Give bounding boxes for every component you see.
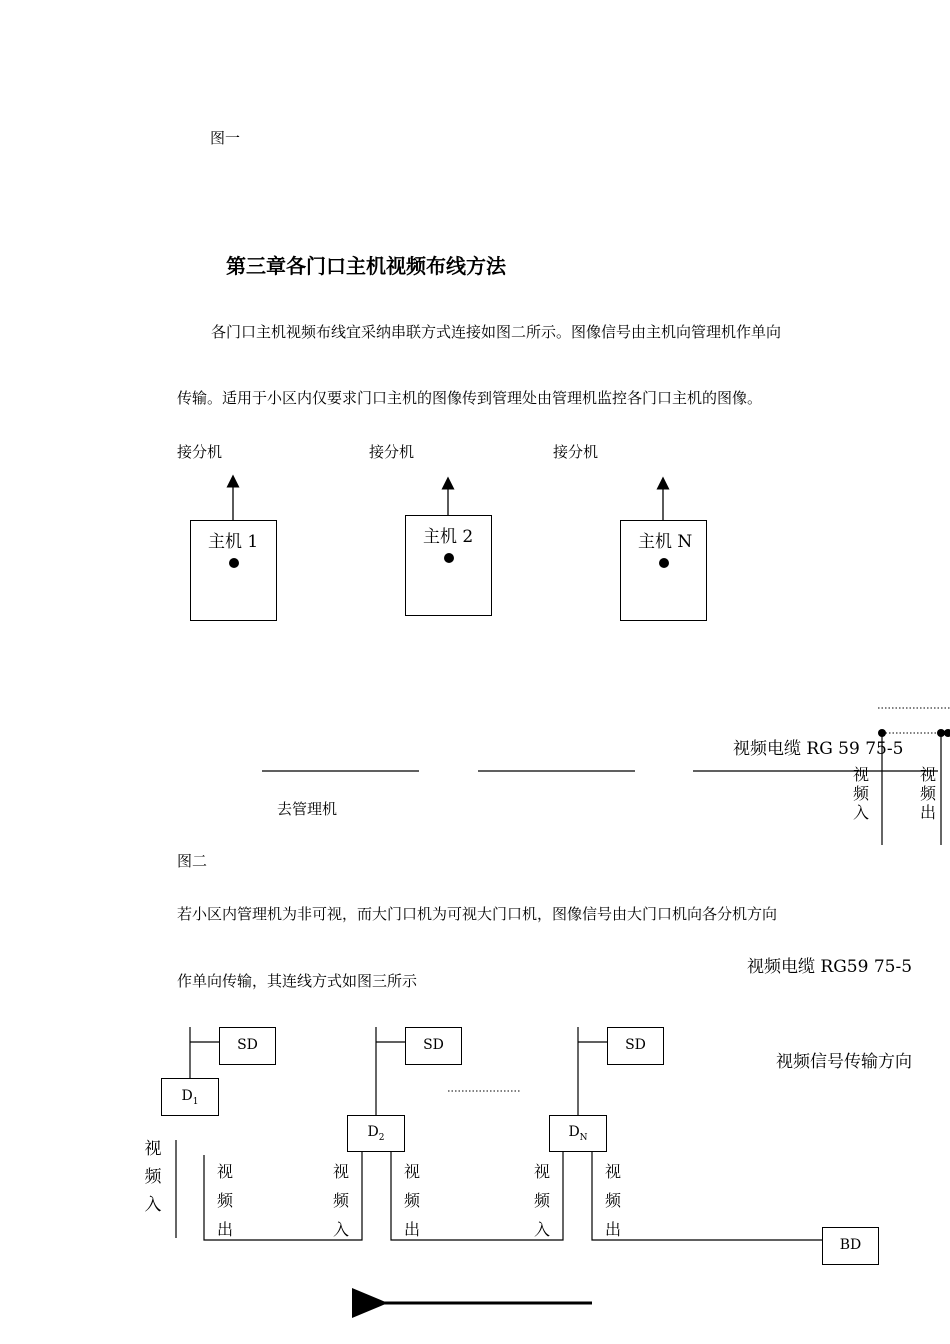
host-label-n: 主机 N [638,532,693,552]
ext-label-1: 接分机 [177,443,223,461]
direction-label: 视频信号传输方向 [776,1052,912,1072]
unit-2-video-out-label: 视频出 [403,1162,420,1239]
unit-n-video-in-label: 视频入 [533,1162,550,1239]
unit-1-video-out-label: 视频出 [216,1162,233,1239]
sd-box-2 [405,1027,462,1065]
d-box-1 [161,1078,219,1116]
sd-box-1 [219,1027,276,1065]
sd-label-1: SD [237,1037,258,1053]
d-box-2 [347,1115,405,1152]
paragraph-1-line-2: 传输。适用于小区内仅要求门口主机的图像传到管理处由管理机监控各门口主机的图像。 [177,389,763,407]
figure-2-cable-label: 视频电缆 RG 59 75-5 [733,739,904,759]
paragraph-2-line-1: 若小区内管理机为非可视，而大门口机为可视大门口机，图像信号由大门口机向各分机方向 [177,905,778,923]
bd-label: BD [839,1237,862,1253]
figure-3-cable-label: 视频电缆 RG59 75-5 [747,957,913,977]
unit-n-video-out-label: 视频出 [604,1162,621,1239]
paragraph-2-line-2: 作单向传输，其连线方式如图三所示 [177,972,418,990]
figure-2-video-in-label: 视频入 [852,765,869,822]
d-box-n [549,1115,607,1152]
figure-2-video-out-label: 视频出 [919,765,936,822]
figure-2-caption: 图二 [177,852,208,870]
figure-1-caption: 图一 [210,129,241,147]
main-video-in-label: 视频入 [144,1139,162,1215]
d-label-2: $D_2$ [367,1124,385,1143]
unit-2-video-in-label: 视频入 [332,1162,349,1239]
host-label-1: 主机 1 [208,532,259,552]
sd-label-n: SD [625,1037,646,1053]
d-label-1: $D_1$ [181,1088,199,1107]
chapter-title: 第三章各门口主机视频布线方法 [226,254,506,278]
bd-box [822,1227,879,1265]
to-manager-label: 去管理机 [277,800,338,818]
ext-label-2: 接分机 [369,443,415,461]
host-label-2: 主机 2 [423,527,474,547]
d-label-n: $D_N$ [568,1124,588,1143]
sd-label-2: SD [423,1037,444,1053]
sd-box-n [607,1027,664,1065]
ext-label-3: 接分机 [553,443,599,461]
paragraph-1-line-1: 各门口主机视频布线宜采纳串联方式连接如图二所示。图像信号由主机向管理机作单向 [211,323,782,341]
